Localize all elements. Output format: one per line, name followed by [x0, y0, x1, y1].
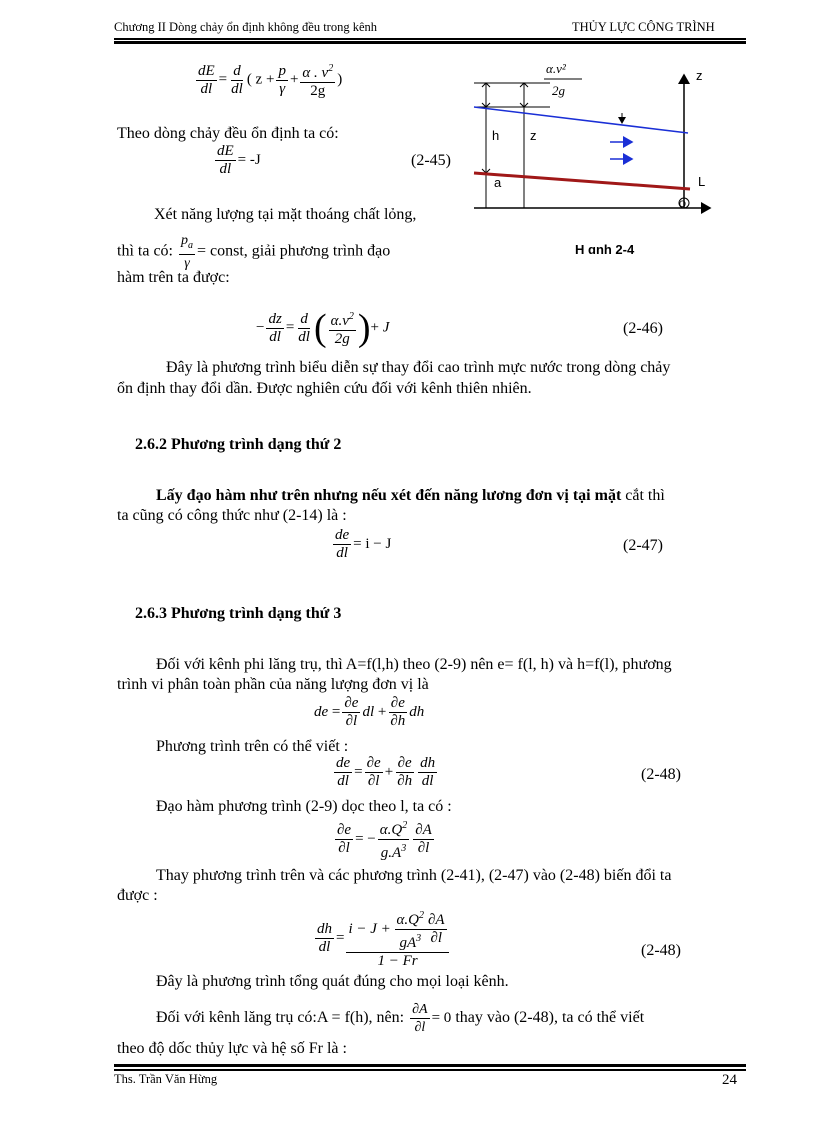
equation-dE-dl-expansion: $\frac{dE}{dl}$ = $\frac{d}{dl}$ ( z + $\frac{p}{\gamma}$ + $\frac{\alpha . v^2}{2g}$ ): [194, 60, 342, 100]
equation-partial-e-l: $\frac{\partial e}{\partial l}$ = − $\frac{\alpha.Q^2}{g.A^3}$ $\frac{\partial A}{\partial l}$: [333, 817, 436, 862]
equation-rhs: = 0: [431, 1010, 452, 1027]
header-chapter-title: Chương II Dòng chảy ổn định không đều trong kênh: [114, 20, 378, 34]
equation-chain-rule: $\frac{de}{dl}$ = $\frac{\partial e}{\partial l}$ + $\frac{\partial e}{\partial h}$ $\frac{dh}{dl}$: [336, 755, 436, 789]
header-rule: [114, 38, 746, 40]
header-rule-thick: [114, 41, 746, 44]
paragraph-non-prismatic-line1: Đối với kênh phi lăng trụ, thì A=f(l,h) theo (2-9) nên e= f(l, h) và h=f(l), phương: [156, 656, 672, 673]
paragraph-explanation-line1: Đây là phương trình biểu diễn sự thay đổi cao trình mực nước trong dòng chảy: [166, 359, 671, 376]
paragraph-rewrite: Phương trình trên có thể viết :: [156, 738, 349, 755]
label-a: a: [494, 175, 502, 190]
equation-de-dl: $\frac{de}{dl}$ = i − J: [335, 527, 392, 561]
equation-rhs: = -J: [237, 151, 261, 168]
equation-dE-dl-J: $\frac{dE}{dl}$ = -J: [217, 143, 261, 177]
equation-number-2-48-first: (2-48): [641, 766, 681, 783]
label-z-dimension: z: [530, 128, 537, 143]
text-fragment: cắt thì: [621, 487, 665, 504]
equation-number-2-47: (2-47): [623, 537, 663, 554]
paragraph-free-surface-line3: hàm trên ta được:: [117, 269, 230, 286]
text-fragment: thì ta có:: [117, 242, 173, 260]
channel-bed: [474, 173, 690, 189]
label-h: h: [492, 128, 500, 143]
section-heading-2-6-2: 2.6.2 Phương trình dạng thứ 2: [135, 436, 342, 453]
label-velocity-head: α.v²: [546, 61, 566, 76]
text-fragment: thay vào (2-48), ta có thể viết: [455, 1009, 645, 1027]
page-number: 24: [722, 1072, 737, 1088]
paragraph-substitute-line1: Thay phương trình trên và các phương trình (2-41), (2-47) vào (2-48) biến đổi ta: [156, 867, 672, 884]
text-bold: Lấy đạo hàm như trên nhưng nếu xét đến năng lương đơn vị tại mặt: [156, 487, 622, 504]
text-fragment: Đối với kênh lăng trụ có:A = f(h), nên:: [156, 1009, 405, 1027]
footer-author: Ths. Trần Văn Hừng: [114, 1072, 218, 1086]
paragraph-unit-energy-line2: ta cũng có công thức như (2-14) là :: [117, 507, 347, 524]
section-heading-2-6-3: 2.6.3 Phương trình dạng thứ 3: [135, 605, 342, 622]
header-book-title: THỦY LỰC CÔNG TRÌNH: [572, 20, 715, 34]
paragraph-unit-energy-line1: [156, 486, 665, 506]
label-z-axis: z: [696, 68, 703, 83]
equation-general-dh-dl: $\frac{dh}{dl}$ = i − J + $\frac{\alpha.Q^2}{gA^3}$ $\frac{\partial A}{\partial l}$ 1 − Fr: [313, 907, 451, 970]
equation-number-2-46: (2-46): [623, 320, 663, 337]
figure-caption: H ɑnh 2-4: [575, 242, 635, 257]
label-origin: O: [679, 199, 687, 209]
paragraph-substitute-line2: được :: [117, 887, 158, 904]
paragraph-free-surface-line2: thì ta có: $\frac{p_a}{\gamma}$ = const, giải phương trình đạo: [117, 233, 391, 271]
equation-total-differential: de = $\frac{\partial e}{\partial l}$ dl + $\frac{\partial e}{\partial h}$ dh: [314, 695, 425, 729]
footer-rule: [114, 1069, 746, 1071]
paragraph-general-form: Đây là phương trình tổng quát đúng cho mọi loại kênh.: [156, 973, 509, 990]
paragraph-non-prismatic-line2: trình vi phân toàn phần của năng lượng đơn vị là: [117, 676, 429, 693]
paragraph-uniform-flow: Theo dòng chảy đều ổn định ta có:: [117, 125, 339, 142]
water-surface: [474, 107, 688, 133]
paragraph-derivative: Đạo hàm phương trình (2-9) dọc theo l, ta có :: [156, 798, 452, 815]
text-fragment: = const, giải phương trình đạo: [196, 242, 391, 260]
label-velocity-head-den: 2g: [552, 83, 565, 98]
figure-channel-energy-diagram: [460, 55, 725, 270]
footer-rule-thick: [114, 1064, 746, 1067]
equation-number-2-48-second: (2-48): [641, 942, 681, 959]
equation-number-2-45: (2-45): [411, 152, 451, 169]
equation-water-surface-slope: − $\frac{dz}{dl}$ = $\frac{d}{dl}$ ( $\frac{\alpha.v^2}{2g}$ )+ J: [256, 307, 390, 349]
equation-rhs: = i − J: [353, 535, 392, 552]
paragraph-prismatic-line1: Đối với kênh lăng trụ có:A = f(h), nên: $\frac{\partial A}{\partial l}$ = 0 thay vào (2-48), ta có thể viết: [156, 1002, 645, 1035]
paragraph-prismatic-line2: theo độ dốc thủy lực và hệ số Fr là :: [117, 1040, 347, 1057]
label-L: L: [698, 174, 706, 189]
paragraph-explanation-line2: ổn định thay đổi dần. Được nghiên cứu đối với kênh thiên nhiên.: [117, 380, 532, 397]
paragraph-free-surface-line1: Xét năng lượng tại mặt thoáng chất lỏng,: [154, 206, 417, 223]
